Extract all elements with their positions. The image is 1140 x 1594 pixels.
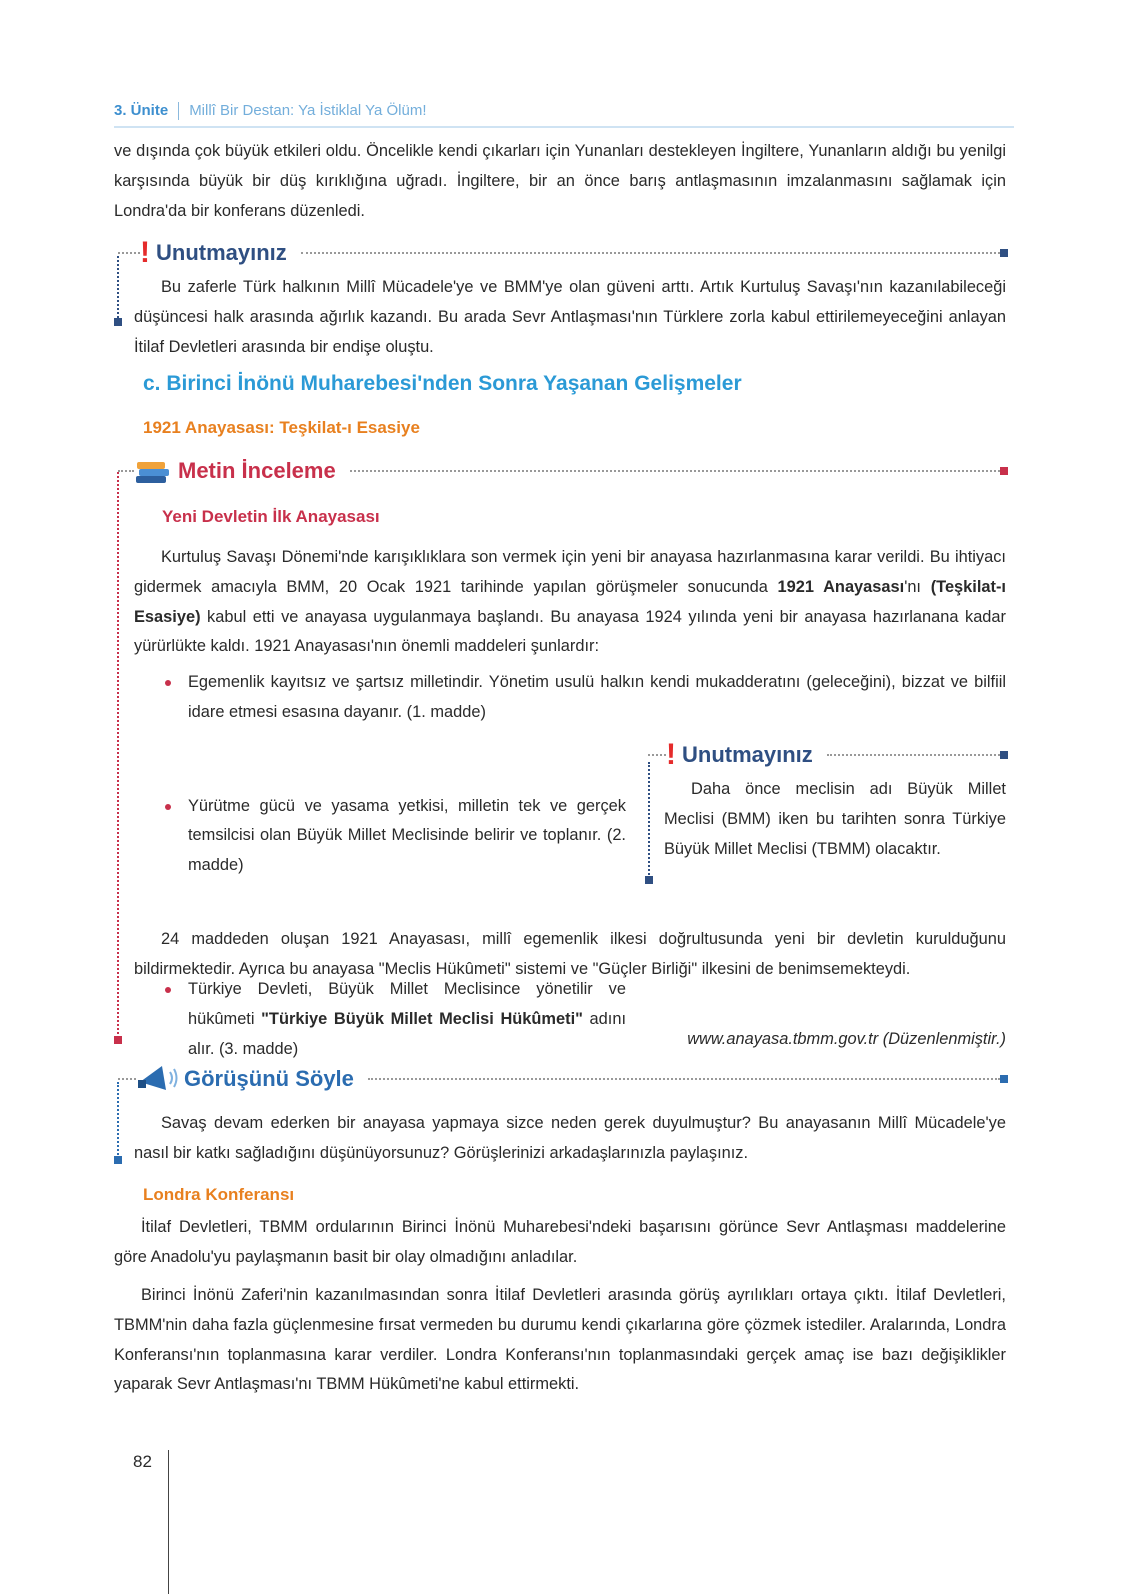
note-title: Unutmayınız xyxy=(156,240,287,265)
metin-paragraph: 24 maddeden oluşan 1921 Anayasası, millî egemenlik ilkesi doğrultusunda yeni bir devletin kurulduğunu bildirmektedir. Ayrıca bu anayasa "Meclis Hükûmeti" sistemi ve "Güçler Birliği" ilkesini de benimsemekteydi. xyxy=(134,930,1006,978)
list-item: Egemenlik kayıtsız ve şartsız milletindir. Yönetim usulü halkın kendi mukadderatını (geleceğini), bizzat ve bilfiil idare etmesi esasına dayanır. (1. madde) xyxy=(163,668,1006,728)
metin-title: Metin İnceleme xyxy=(178,458,336,483)
note-heading xyxy=(648,740,1008,770)
metin-border xyxy=(117,472,119,1038)
list-item: Türkiye Devleti, Büyük Millet Meclisince yönetilir ve hükûmeti "Türkiye Büyük Millet Meclisi Hükûmeti" adını alır. (3. madde) xyxy=(163,975,626,1064)
intro-paragraph: ve dışında çok büyük etkileri oldu. Öncelikle kendi çıkarları için Yunanları destekleyen İngiltere, Yunanların aldığı bu yenilgi karşısında büyük bir düş kırıklığına uğradı. İngiltere, bir an önce barış antlaşmasının imzalanmasını sağlamak için Londra'da bir konferans düzenledi. xyxy=(114,142,1006,220)
subsection-heading: Londra Konferansı xyxy=(143,1185,295,1204)
note-marker xyxy=(645,876,653,884)
megaphone-icon xyxy=(136,1064,180,1094)
metin-paragraph: Kurtuluş Savaşı Dönemi'nde karışıklıklara son vermek için yeni bir anayasa hazırlanmasına karar verildi. Bu ihtiyacı gidermek amacıyla BMM, 20 Ocak 1921 tarihinde yapılan görüşmeler sonucunda 1921 Anayasası'nı (Teşkilat-ı Esasiye) kabul etti ve anayasa uygulanmaya başlandı. Bu anayasa 1924 yılında yeni bir anayasa hazırlanana kadar yürürlükte kaldı. 1921 Anayasası'nın önemli maddeleri şunlardır: xyxy=(134,548,1006,656)
body-paragraph: İtilaf Devletleri, TBMM ordularının Birinci İnönü Muharebesi'ndeki başarısını görünce Sevr Antlaşması maddelerine göre Anadolu'yu paylaşmanın basit bir olay olmadığını anladılar. xyxy=(114,1218,1006,1266)
note-text: Bu zaferle Türk halkının Millî Mücadele'ye ve BMM'ye olan güveni arttı. Artık Kurtuluş Savaşı'nın kazanılabileceği düşüncesi halk arasında ağırlık kazandı. Bu arada Sevr Antlaşması'nın Türklere zorla kabul ettirilemeyeceğini anlayan İtilaf Devletleri arasında bir endişe oluştu. xyxy=(134,278,1006,356)
gorus-heading xyxy=(118,1064,1008,1094)
note-border xyxy=(648,762,650,878)
exclamation-icon: ! xyxy=(140,236,150,269)
metin-marker xyxy=(114,1036,122,1044)
running-header xyxy=(114,102,1014,128)
note-title: Unutmayınız xyxy=(682,742,813,767)
gorus-text: Savaş devam ederken bir anayasa yapmaya sizce neden gerek duyulmuştur? Bu anayasanın Millî Mücadele'ye nasıl bir katkı sağladığını düşünüyorsunuz? Görüşlerinizi arkadaşlarınızla paylaşınız. xyxy=(134,1114,1006,1162)
gorus-title: Görüşünü Söyle xyxy=(184,1066,354,1091)
page-number: 82 xyxy=(133,1452,152,1471)
metin-heading xyxy=(118,456,1008,486)
unit-title: Millî Bir Destan: Ya İstiklal Ya Ölüm! xyxy=(189,102,427,119)
body-paragraph: Birinci İnönü Zaferi'nin kazanılmasından sonra İtilaf Devletleri arasında görüş ayrılıkları ortaya çıktı. İtilaf Devletleri, TBMM'nin daha fazla güçlenmesine fırsat vermeden bu durumu kendi çıkarlarına göre çözmek istediler. Aralarında, Londra Konferansı'nın toplanmasına karar verdiler. Londra Konferansı'nın toplanmasındaki gerçek amaç ise bazı değişiklikler yaparak Sevr Antlaşması'nı TBMM Hükûmeti'ne kabul ettirmekti. xyxy=(114,1286,1006,1394)
gorus-marker xyxy=(114,1156,122,1164)
note-heading xyxy=(118,238,1008,268)
subsection-heading: 1921 Anayasası: Teşkilat-ı Esasiye xyxy=(143,418,420,437)
unit-label: 3. Ünite xyxy=(114,102,169,119)
exclamation-icon: ! xyxy=(666,738,676,771)
footer-rule xyxy=(168,1450,169,1594)
metin-subtitle: Yeni Devletin İlk Anayasası xyxy=(162,507,380,526)
note-marker xyxy=(114,318,122,326)
section-heading: c. Birinci İnönü Muharebesi'nden Sonra Yaşanan Gelişmeler xyxy=(143,372,742,395)
books-icon xyxy=(134,456,172,486)
list-item: Yürütme gücü ve yasama yetkisi, milletin tek ve gerçek temsilcisi olan Büyük Millet Meclisinde belirir ve toplanır. (2. madde) xyxy=(163,792,626,881)
note-text: Daha önce meclisin adı Büyük Millet Meclisi (BMM) iken bu tarihten sonra Türkiye Büyük Millet Meclisi (TBMM) olacaktır. xyxy=(664,780,1006,858)
source-citation: www.anayasa.tbmm.gov.tr (Düzenlenmiştir.) xyxy=(687,1030,1006,1048)
